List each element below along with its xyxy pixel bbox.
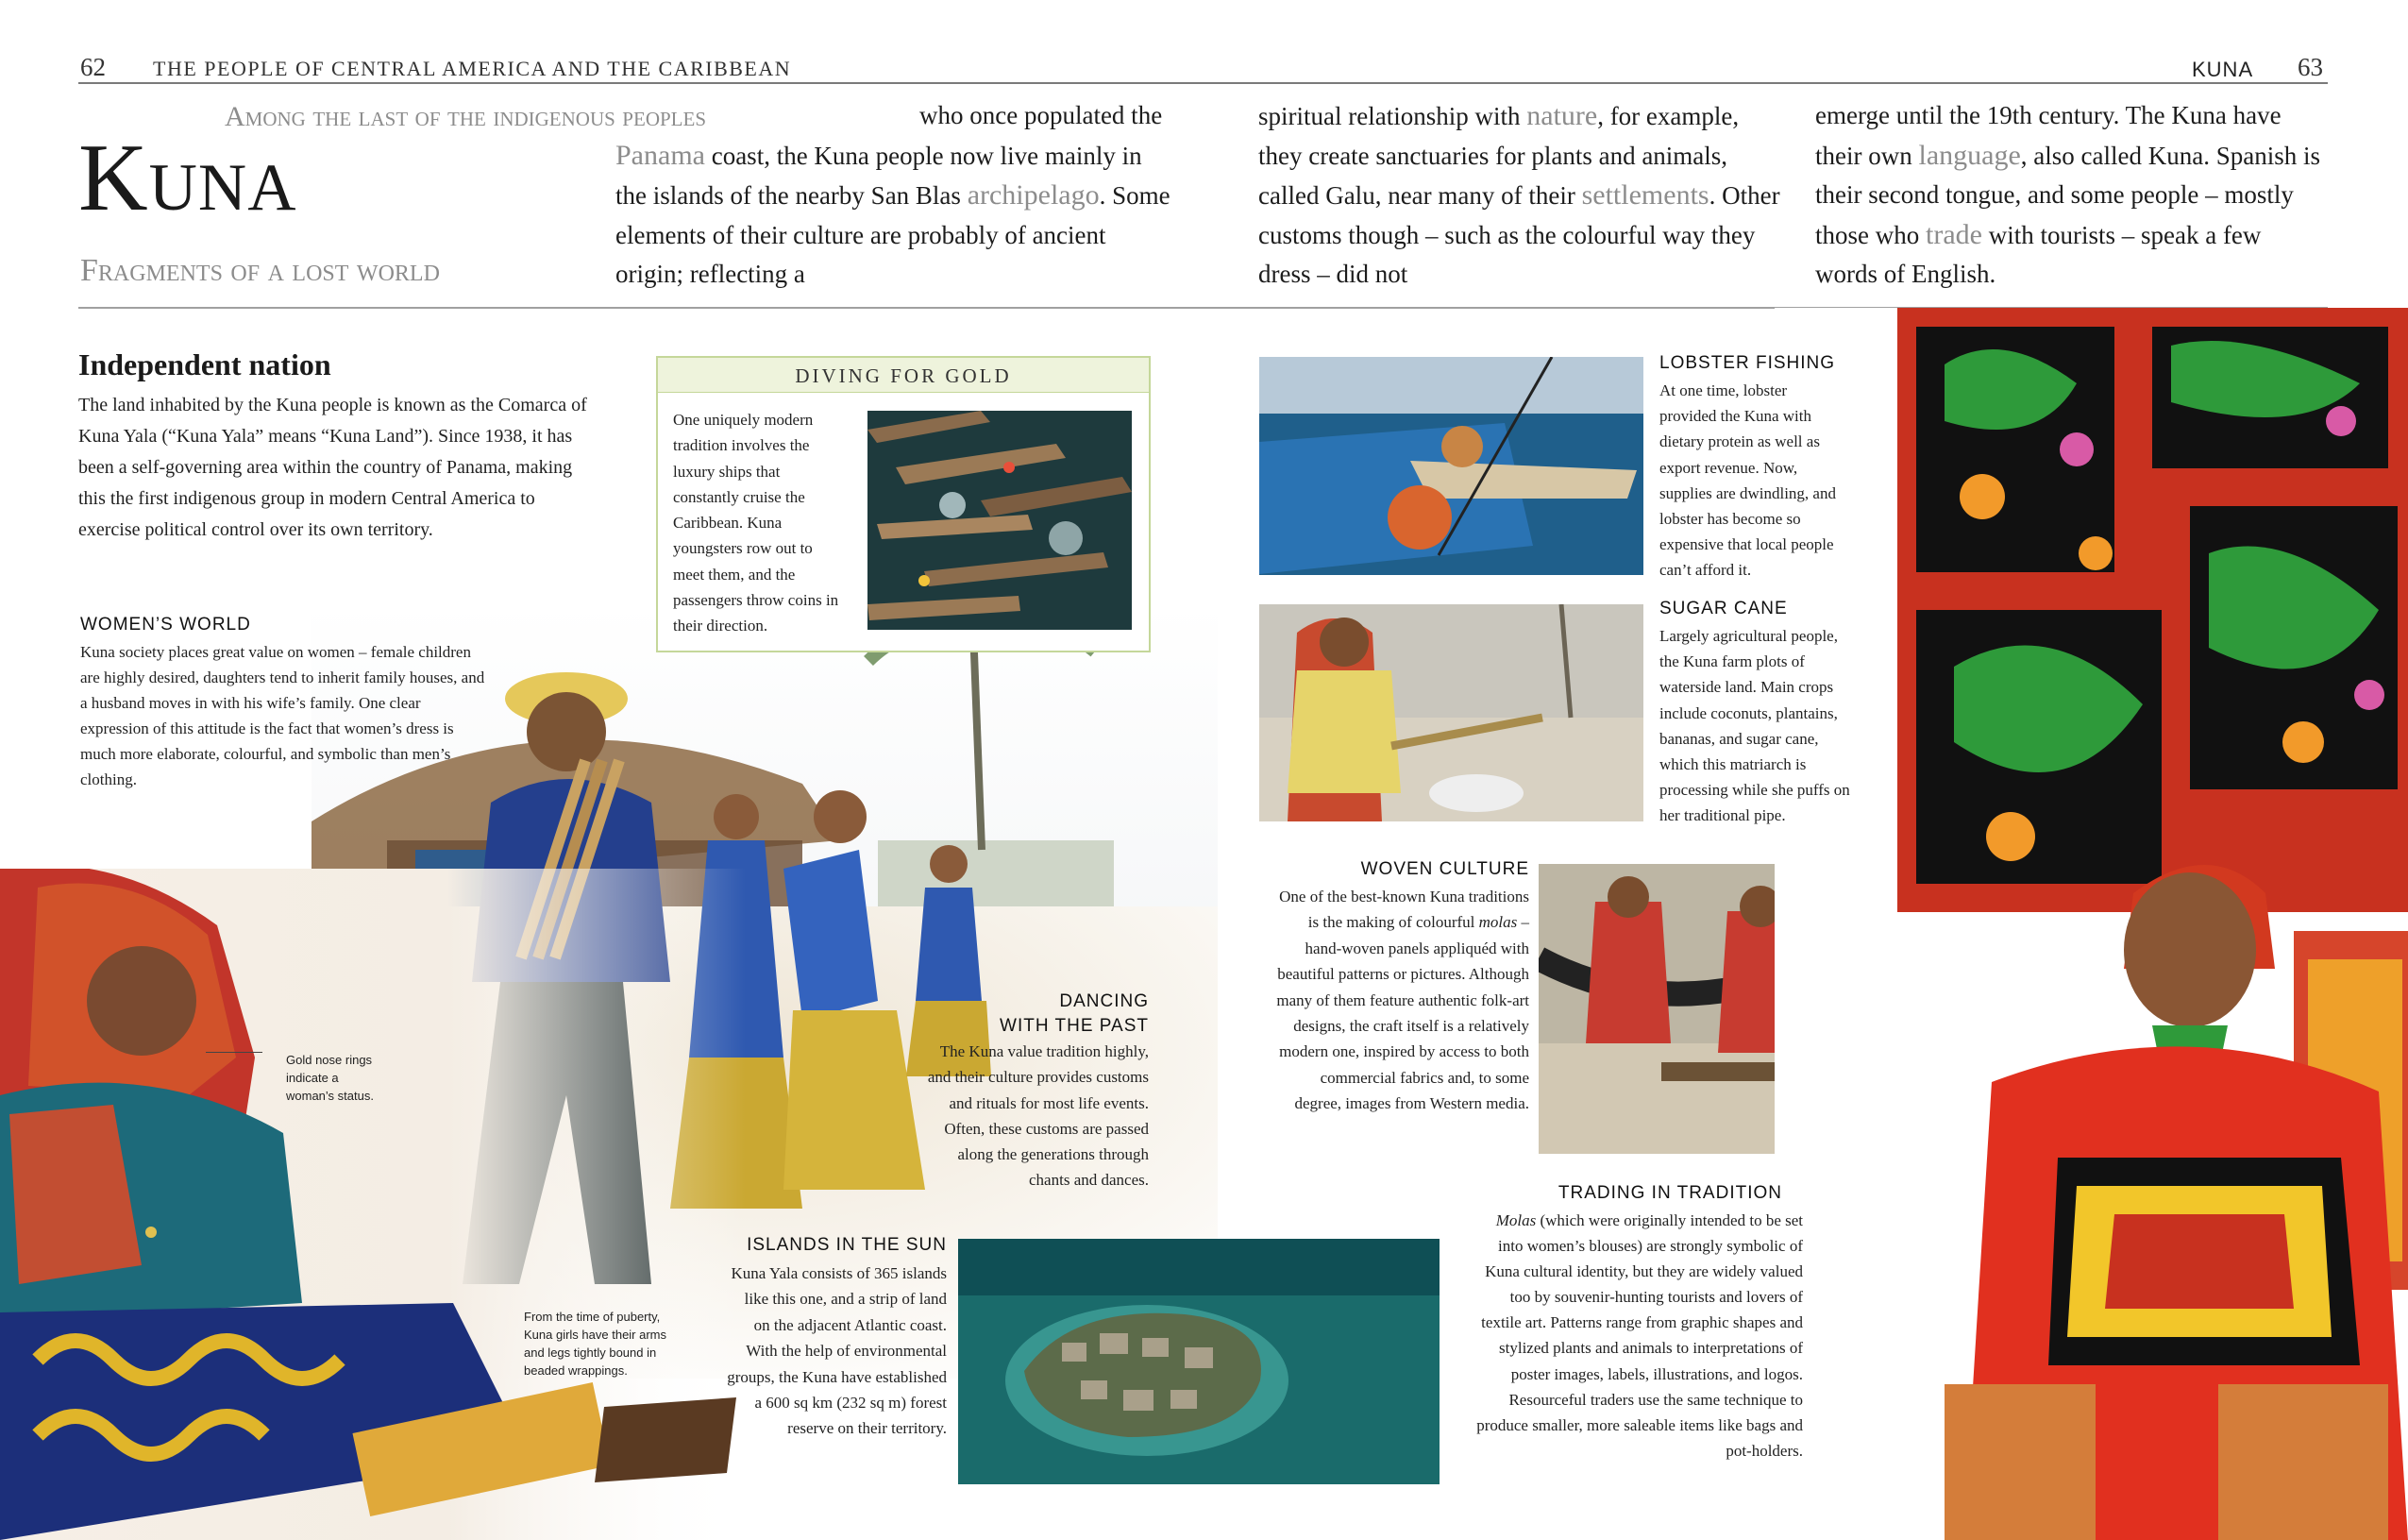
seated-woman-photo <box>0 869 746 1540</box>
diving-for-gold-box <box>656 356 1151 652</box>
intro-text: . Some elements of their culture are probably of ancient origin; reflecting a <box>615 181 1170 288</box>
lobster-fishing-heading: LOBSTER FISHING <box>1659 353 1836 373</box>
intro-column-2 <box>1258 96 1787 295</box>
islands-heading: ISLANDS IN THE SUN <box>747 1235 947 1255</box>
trading-body-em: Molas <box>1495 1211 1537 1229</box>
intro-column-1 <box>615 96 1172 295</box>
intro-text: , for example, they create sanctuaries for plants and animals, called Galu, near many of their <box>1258 102 1740 210</box>
trading-heading: TRADING IN TRADITION <box>1558 1183 1782 1203</box>
independent-nation-heading: Independent nation <box>78 347 331 381</box>
right-running-head: KUNA <box>2192 58 2254 81</box>
left-running-head: THE PEOPLE OF CENTRAL AMERICA AND THE CARIBBEAN <box>153 57 792 80</box>
intro-column-3 <box>1815 96 2325 295</box>
woven-body-post: – hand-woven panels appliquéd with beautiful patterns or pictures. Although many of them feature authentic folk-art designs, the craft itself is a relatively modern one, inspired by access to both commercial fabrics and, to some degree, images from Western media. <box>1276 913 1529 1113</box>
intro-text: who once populated the <box>919 101 1163 129</box>
gold-nose-annotation: Gold nose rings indicate a woman’s status. <box>286 1053 374 1103</box>
intro-text: . Other customs though – such as the colourful way they dress – did not <box>1258 181 1780 288</box>
diving-box-text: One uniquely modern tradition involves the luxury ships that constantly cruise the Caribbean. Kuna youngsters row out to meet them, and the passengers throw coins in their direction. <box>673 411 839 635</box>
diving-box-heading: DIVING FOR GOLD <box>658 358 1149 393</box>
dancing-heading-line1: DANCING <box>1059 991 1149 1011</box>
trading-body <box>1473 1208 1803 1464</box>
lobster-fishing-photo <box>1259 357 1643 575</box>
right-page-number: 63 <box>2298 53 2323 81</box>
header-rule <box>78 82 2328 84</box>
sugar-cane-heading: SUGAR CANE <box>1659 599 1788 618</box>
intro-keyword: settlements <box>1581 179 1709 211</box>
intro-text: emerge until the 19th century. The Kuna have their own <box>1815 101 2282 170</box>
womens-world-heading: WOMEN’S WORLD <box>80 615 251 635</box>
intro-keyword: Panama <box>615 139 705 171</box>
intro-text: , also called Kuna. Spanish is their second tongue, and some people – mostly those who <box>1815 141 2320 249</box>
dancing-heading <box>944 990 1149 1039</box>
sugar-cane-photo <box>1259 604 1643 821</box>
trading-body-post: (which were originally intended to be set into women’s blouses) are strongly symbolic of Kuna cultural identity, but they are widely valued too by souvenir-hunting tourists and lovers of textile art. Patterns range from graphic shapes and stylized plants and animals to interpretations of poster images, labels, illustrations, and logos. Resourceful traders use the same technique to produce smaller, more saleable items like bags and pot-holders. <box>1476 1211 1803 1460</box>
woven-body-pre: One of the best-known Kuna traditions is the making of colourful <box>1279 888 1529 932</box>
canoes-photo <box>867 411 1132 630</box>
woven-body-em: molas <box>1478 913 1518 932</box>
intro-text: spiritual relationship with <box>1258 102 1527 130</box>
mola-trader-photo <box>1775 308 2408 1540</box>
page-title: Kuna <box>78 125 297 231</box>
left-page-number: 62 <box>80 53 106 81</box>
womens-world-body: Kuna society places great value on women – female children are highly desired, daughters tend to inherit family houses, and a husband moves in with his wife’s family. One clear expression of this attitude is the fact that women’s dress is much more elaborate, colourful, and symbolic than men’s clothing. <box>80 643 485 788</box>
intro-text: with tourists – speak a few words of English. <box>1815 220 2262 288</box>
lobster-fishing-body: At one time, lobster provided the Kuna with dietary protein as well as export revenue. Now, supplies are dwindling, and lobster has become so expensive that local people can’t afford it. <box>1659 381 1836 580</box>
independent-nation-body: The land inhabited by the Kuna people is known as the Comarca of Kuna Yala (“Kuna Yala” means “Kuna Land”). Since 1938, it has been a self-governing area within the country of Panama, making this the first indigenous group in modern Central America to exercise political control over its own territory. <box>78 395 587 540</box>
intro-lead: Among the last of the indigenous peoples <box>225 101 706 132</box>
woven-culture-body <box>1270 884 1529 1117</box>
puberty-annotation: From the time of puberty, Kuna girls have their arms and legs tightly bound in beaded wrappings. <box>524 1310 667 1378</box>
woven-culture-heading: WOVEN CULTURE <box>1360 859 1529 879</box>
intro-keyword: trade <box>1926 218 1982 250</box>
intro-keyword: nature <box>1526 100 1598 131</box>
islands-body: Kuna Yala consists of 365 islands like this one, and a strip of land on the adjacent Atlantic coast. With the help of environmental groups, the Kuna have established a 600 sq km (232 sq m) forest reserve on their territory. <box>727 1264 947 1438</box>
page-subtitle: Fragments of a lost world <box>80 253 440 288</box>
intro-text: coast, the Kuna people now live mainly in the islands of the nearby San Blas <box>615 141 1142 210</box>
gold-nose-leader-line <box>206 1052 262 1053</box>
sugar-cane-body: Largely agricultural people, the Kuna farm plots of waterside land. Main crops include coconuts, plantains, bananas, and sugar cane, which this matriarch is processing while she puffs on her traditional pipe. <box>1659 627 1850 825</box>
intro-keyword: archipelago <box>967 179 1100 211</box>
dancing-body: The Kuna value tradition highly, and their culture provides customs and rituals for most life events. Often, these customs are passed along the generations through chants and dances. <box>927 1042 1149 1190</box>
intro-keyword: language <box>1918 139 2021 171</box>
island-aerial-photo <box>958 1239 1440 1484</box>
dancing-heading-line2: WITH THE PAST <box>1000 1016 1149 1036</box>
